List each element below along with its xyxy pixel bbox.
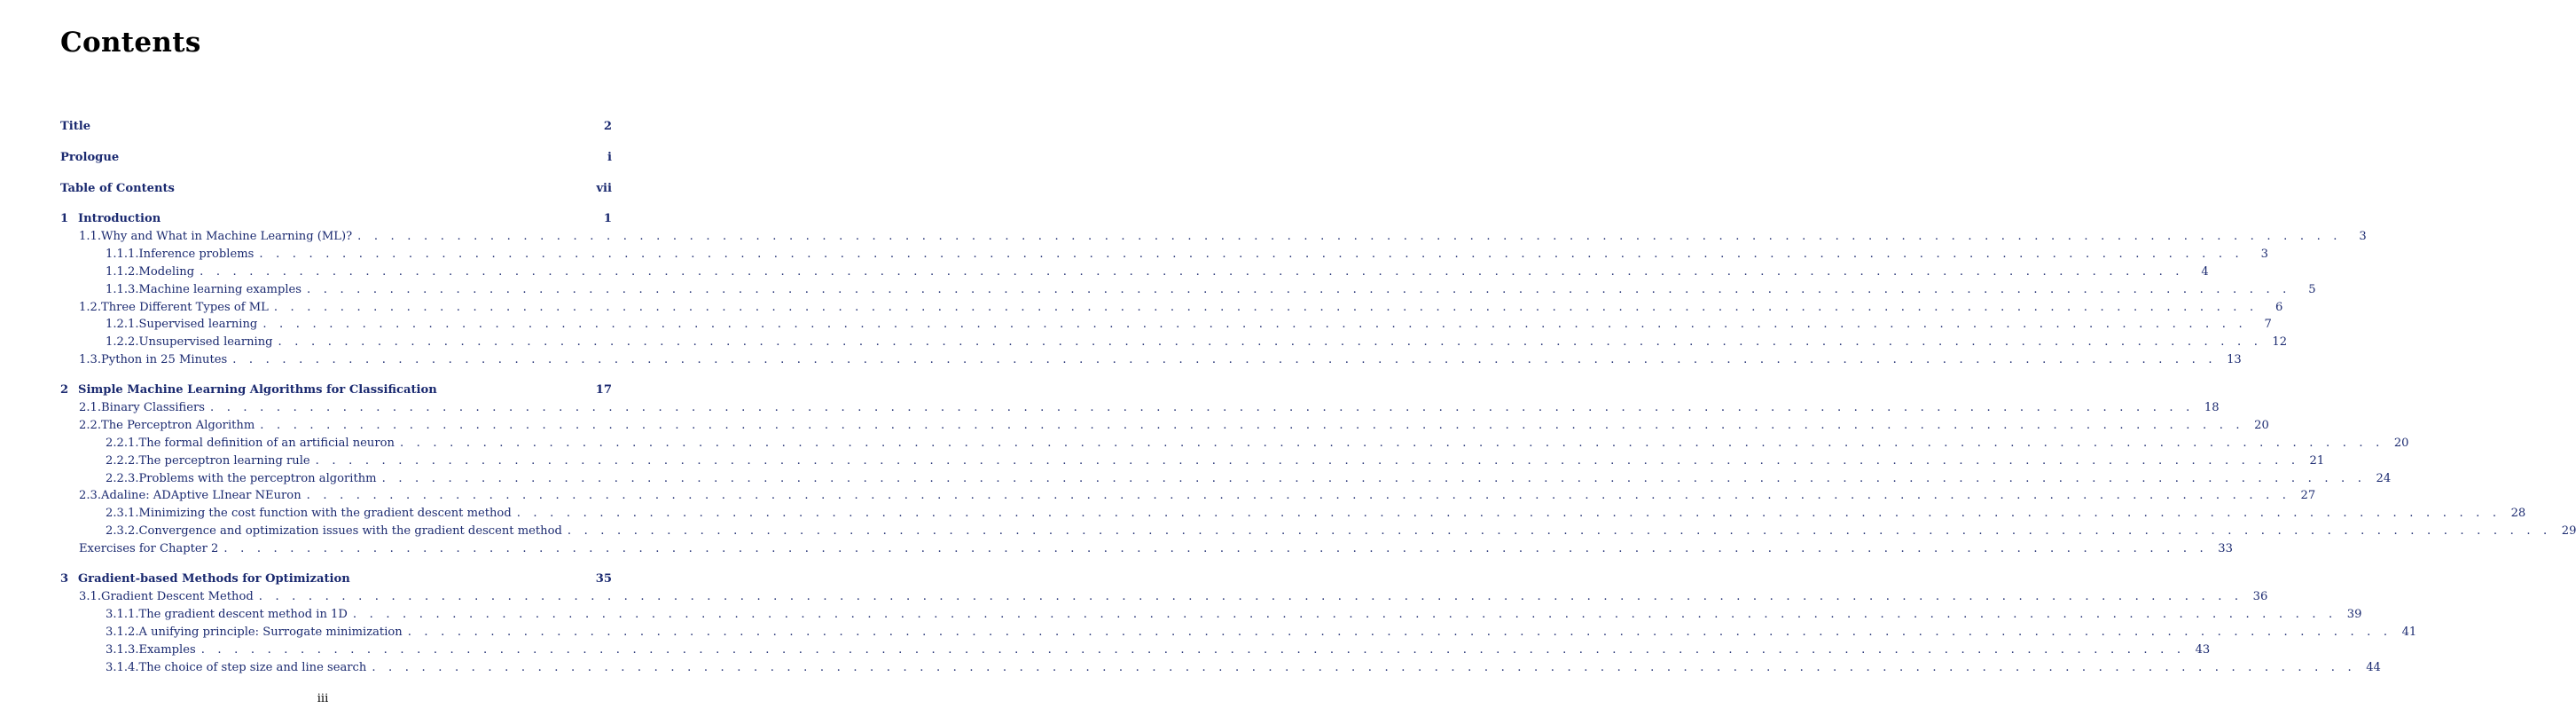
toc-entry-number: 1.1.1.: [106, 248, 139, 261]
toc-entry-sec[interactable]: [79, 541, 2233, 557]
dot-leader: . . . . . . . . . . . . . . . . . . . . . . . . . . . . . . . . . . . . . . . . . . . . . . . . . . . . . . . . . . . . . . . . . . . . . . . . . . . . . . . . . . . . . . . . . . . . . . . . . . . . . . . . . . . . . . . . . . . . . . . .: [200, 265, 2184, 279]
toc-entry-title[interactable]: The formal definition of an artificial neuron: [138, 437, 395, 450]
toc-entry-front[interactable]: [60, 119, 612, 135]
toc-entry-sub[interactable]: [106, 282, 2316, 298]
toc-entry-sub[interactable]: [106, 642, 2211, 658]
dot-leader: . . . . . . . . . . . . . . . . . . . . . . . . . . . . . . . . . . . . . . . . . . . . . . . . . . . . . . . . . . . . . . . . . . . . . . . . . . . . . . . . . . . . . . . . . . . . . . . . . . . . . . . . . . . . . . . . . . . . . . . .: [567, 524, 2552, 538]
toc-entry-number: 2.2.2.: [106, 454, 139, 468]
toc-page-number[interactable]: i: [607, 151, 612, 164]
toc-page-number[interactable]: 1: [603, 212, 612, 225]
dot-leader: . . . . . . . . . . . . . . . . . . . . . . . . . . . . . . . . . . . . . . . . . . . . . . . . . . . . . . . . . . . . . . . . . . . . . . . . . . . . . . . . . . . . . . . . . . . . . . . . . . . . . . . . . . . . . . . . . . . . . . . .: [200, 643, 2186, 657]
toc-entry-title[interactable]: Minimizing the cost function with the gradient descent method: [138, 507, 512, 520]
toc-entry-sec[interactable]: [79, 589, 2268, 605]
dot-leader: . . . . . . . . . . . . . . . . . . . . . . . . . . . . . . . . . . . . . . . . . . . . . . . . . . . . . . . . . . . . . . . . . . . . . . . . . . . . . . . . . . . . . . . . . . . . . . . . . . . . . . . . . . . . . . . . . . . . . . . .: [306, 489, 2291, 502]
toc-entry-number: 1.2.1.: [106, 318, 139, 331]
toc-entry-title[interactable]: Introduction: [78, 212, 161, 225]
toc-entry-number: 3.1.4.: [106, 661, 139, 674]
toc-entry-number: 1.1.3.: [106, 283, 139, 296]
toc-entry-title[interactable]: Modeling: [138, 265, 195, 279]
toc-page-number[interactable]: 20: [2254, 419, 2269, 432]
toc-entry-title[interactable]: Simple Machine Learning Algorithms for Classification: [78, 383, 437, 397]
toc-entry-title[interactable]: Examples: [138, 643, 196, 657]
toc-page-number[interactable]: 17: [595, 383, 612, 397]
dot-leader: . . . . . . . . . . . . . . . . . . . . . . . . . . . . . . . . . . . . . . . . . . . . . . . . . . . . . . . . . . . . . . . . . . . . . . . . . . . . . . . . . . . . . . . . . . . . . . . . . . . . . . . . . . . . . . . . . . . . . . . .: [209, 401, 2195, 414]
toc-page-number[interactable]: 2: [603, 120, 612, 133]
toc-entry-title[interactable]: Why and What in Machine Learning (ML)?: [101, 230, 353, 243]
toc-entry-title[interactable]: Title: [60, 120, 91, 133]
toc-page-number[interactable]: 24: [2376, 472, 2392, 485]
toc-entry-sub[interactable]: [106, 523, 2576, 539]
toc-entry-title[interactable]: Three Different Types of ML: [101, 301, 269, 314]
dot-leader: . . . . . . . . . . . . . . . . . . . . . . . . . . . . . . . . . . . . . . . . . . . . . . . . . . . . . . . . . . . . . . . . . . . . . . . . . . . . . . . . . . . . . . . . . . . . . . . . . . . . . . . . . . . . . . . . . . . . . . . .: [399, 437, 2384, 450]
toc-entry-title[interactable]: The gradient descent method in 1D: [138, 608, 348, 621]
toc-page-number[interactable]: 27: [2300, 489, 2316, 502]
toc-entry-sub[interactable]: [106, 436, 2409, 452]
toc-page-number[interactable]: 28: [2510, 507, 2526, 520]
dot-leader: . . . . . . . . . . . . . . . . . . . . . . . . . . . . . . . . . . . . . . . . . . . . . . . . . . . . . . . . . . . . . . . . . . . . . . . . . . . . . . . . . . . . . . . . . . . . . . . . . . . . . . . . . . . . . . . . . . . . . . . .: [372, 661, 2356, 674]
toc-entry-number: 3.1.: [79, 590, 101, 603]
toc-page-number[interactable]: 18: [2204, 401, 2220, 414]
toc-entry-title[interactable]: Python in 25 Minutes: [101, 353, 228, 366]
toc-entry-sec[interactable]: [79, 418, 2269, 434]
toc-entry-number: 2.3.: [79, 489, 101, 502]
toc-page-number[interactable]: 6: [2275, 301, 2283, 314]
toc-entry-number: 2.2.1.: [106, 437, 139, 450]
dot-leader: . . . . . . . . . . . . . . . . . . . . . . . . . . . . . . . . . . . . . . . . . . . . . . . . . . . . . . . . . . . . . . . . . . . . . . . . . . . . . . . . . . . . . . . . . . . . . . . . . . . . . . . . . . . . . . . . . . . . . . . .: [273, 301, 2259, 314]
toc-entry-title[interactable]: Table of Contents: [60, 182, 175, 195]
toc-entry-sub[interactable]: [106, 453, 2325, 469]
toc-entry-title[interactable]: Gradient Descent Method: [101, 590, 254, 603]
toc-entry-sub[interactable]: [106, 247, 2268, 263]
dot-leader: . . . . . . . . . . . . . . . . . . . . . . . . . . . . . . . . . . . . . . . . . . . . . . . . . . . . . . . . . . . . . . . . . . . . . . . . . . . . . . . . . . . . . . . . . . . . . . . . . . . . . . . . . . . . . . . . . . . . . . . .: [260, 419, 2244, 432]
toc-entry-number: 1: [60, 212, 69, 225]
toc-entry-title[interactable]: Exercises for Chapter 2: [79, 542, 219, 555]
dot-leader: . . . . . . . . . . . . . . . . . . . . . . . . . . . . . . . . . . . . . . . . . . . . . . . . . . . . . . . . . . . . . . . . . . . . . . . . . . . . . . . . . . . . . . . . . . . . . . . . . . . . . . . . . . . . . . . . . . . . . . . .: [259, 248, 2243, 261]
toc-entry-number: 1.1.2.: [106, 265, 139, 279]
toc-entry-sub[interactable]: [106, 471, 2392, 487]
toc-page-number[interactable]: 21: [2309, 454, 2325, 468]
toc-entry-sub[interactable]: [106, 625, 2417, 641]
toc-page-number[interactable]: 4: [2201, 265, 2209, 279]
dot-leader: . . . . . . . . . . . . . . . . . . . . . . . . . . . . . . . . . . . . . . . . . . . . . . . . . . . . . . . . . . . . . . . . . . . . . . . . . . . . . . . . . . . . . . . . . . . . . . . . . . . . . . . . . . . . . . . . . . . . . . . .: [407, 626, 2392, 639]
toc-entry-sec[interactable]: [79, 488, 2316, 504]
toc-entry-number: 3: [60, 572, 69, 586]
toc-entry-sec[interactable]: [79, 400, 2220, 416]
page-heading: Contents: [60, 27, 201, 59]
toc-entry-title[interactable]: Gradient-based Methods for Optimization: [78, 572, 350, 586]
dot-leader: . . . . . . . . . . . . . . . . . . . . . . . . . . . . . . . . . . . . . . . . . . . . . . . . . . . . . . . . . . . . . . . . . . . . . . . . . . . . . . . . . . . . . . . . . . . . . . . . . . . . . . . . . . . . . . . . . . . . . . . .: [315, 454, 2300, 468]
dot-leader: . . . . . . . . . . . . . . . . . . . . . . . . . . . . . . . . . . . . . . . . . . . . . . . . . . . . . . . . . . . . . . . . . . . . . . . . . . . . . . . . . . . . . . . . . . . . . . . . . . . . . . . . . . . . . . . . . . . . . . . .: [258, 590, 2243, 603]
toc-entry-sub[interactable]: [106, 607, 2362, 623]
toc-entry-sub[interactable]: [106, 264, 2209, 280]
toc-entry-number: 2: [60, 383, 69, 397]
dot-leader: . . . . . . . . . . . . . . . . . . . . . . . . . . . . . . . . . . . . . . . . . . . . . . . . . . . . . . . . . . . . . . . . . . . . . . . . . . . . . . . . . . . . . . . . . . . . . . . . . . . . . . . . . . . . . . . . . . . . . . . .: [223, 542, 2208, 555]
toc-entry-chap[interactable]: [60, 211, 612, 227]
toc-entry-title[interactable]: Prologue: [60, 151, 120, 164]
toc-entry-chap[interactable]: [60, 571, 612, 587]
dot-leader: . . . . . . . . . . . . . . . . . . . . . . . . . . . . . . . . . . . . . . . . . . . . . . . . . . . . . . . . . . . . . . . . . . . . . . . . . . . . . . . . . . . . . . . . . . . . . . . . . . . . . . . . . . . . . . . . . . . . . . . .: [278, 335, 2263, 349]
toc-entry-title[interactable]: Supervised learning: [138, 318, 258, 331]
dot-leader: . . . . . . . . . . . . . . . . . . . . . . . . . . . . . . . . . . . . . . . . . . . . . . . . . . . . . . . . . . . . . . . . . . . . . . . . . . . . . . . . . . . . . . . . . . . . . . . . . . . . . . . . . . . . . . . . . . . . . . . .: [352, 608, 2337, 621]
toc-page-number[interactable]: 3: [2359, 230, 2367, 243]
toc-entry-sub[interactable]: [106, 660, 2381, 676]
toc-entry-title[interactable]: Binary Classifiers: [101, 401, 205, 414]
toc-entry-number: 1.2.: [79, 301, 101, 314]
toc-entry-title[interactable]: Adaline: ADAptive LInear NEuron: [101, 489, 301, 502]
toc-entry-number: 2.1.: [79, 401, 101, 414]
toc-entry-front[interactable]: [60, 150, 612, 166]
toc-page-number[interactable]: 20: [2393, 437, 2409, 450]
toc-entry-number: 3.1.2.: [106, 626, 139, 639]
toc-entry-title[interactable]: A unifying principle: Surrogate minimization: [138, 626, 403, 639]
toc-entry-number: 3.1.1.: [106, 608, 139, 621]
page-number: iii: [317, 692, 329, 705]
toc-entry-front[interactable]: [60, 181, 612, 197]
toc-entry-sec[interactable]: [79, 352, 2242, 368]
toc-entry-number: 2.3.2.: [106, 524, 139, 538]
toc-entry-sub[interactable]: [106, 334, 2288, 350]
toc-entry-number: 1.1.: [79, 230, 101, 243]
dot-leader: . . . . . . . . . . . . . . . . . . . . . . . . . . . . . . . . . . . . . . . . . . . . . . . . . . . . . . . . . . . . . . . . . . . . . . . . . . . . . . . . . . . . . . . . . . . . . . . . . . . . . . . . . . . . . . . . . . . . . . . .: [262, 318, 2247, 331]
dot-leader: . . . . . . . . . . . . . . . . . . . . . . . . . . . . . . . . . . . . . . . . . . . . . . . . . . . . . . . . . . . . . . . . . . . . . . . . . . . . . . . . . . . . . . . . . . . . . . . . . . . . . . . . . . . . . . . . . . . . . . . .: [516, 507, 2502, 520]
toc-entry-title[interactable]: Convergence and optimization issues with the gradient descent method: [138, 524, 562, 538]
dot-leader: . . . . . . . . . . . . . . . . . . . . . . . . . . . . . . . . . . . . . . . . . . . . . . . . . . . . . . . . . . . . . . . . . . . . . . . . . . . . . . . . . . . . . . . . . . . . . . . . . . . . . . . . . . . . . . . . . . . . . . . .: [232, 353, 2217, 366]
toc-entry-title[interactable]: The Perceptron Algorithm: [101, 419, 255, 432]
toc-entry-number: 1.2.2.: [106, 335, 139, 349]
dot-leader: . . . . . . . . . . . . . . . . . . . . . . . . . . . . . . . . . . . . . . . . . . . . . . . . . . . . . . . . . . . . . . . . . . . . . . . . . . . . . . . . . . . . . . . . . . . . . . . . . . . . . . . . . . . . . . . . . . . . . . . .: [381, 472, 2367, 485]
toc-entry-sub[interactable]: [106, 317, 2272, 333]
toc-entry-title[interactable]: Unsupervised learning: [138, 335, 273, 349]
toc-entry-title[interactable]: Problems with the perceptron algorithm: [138, 472, 377, 485]
toc-entry-number: 1.3.: [79, 353, 101, 366]
toc-page-number[interactable]: 29: [2561, 524, 2576, 538]
toc-page-number[interactable]: 35: [595, 572, 612, 586]
toc-entry-number: 3.1.3.: [106, 643, 139, 657]
dot-leader: . . . . . . . . . . . . . . . . . . . . . . . . . . . . . . . . . . . . . . . . . . . . . . . . . . . . . . . . . . . . . . . . . . . . . . . . . . . . . . . . . . . . . . . . . . . . . . . . . . . . . . . . . . . . . . . . . . . . . . . .: [357, 230, 2342, 243]
toc-page-number[interactable]: 39: [2346, 608, 2362, 621]
dot-leader: . . . . . . . . . . . . . . . . . . . . . . . . . . . . . . . . . . . . . . . . . . . . . . . . . . . . . . . . . . . . . . . . . . . . . . . . . . . . . . . . . . . . . . . . . . . . . . . . . . . . . . . . . . . . . . . . . . . . . . . .: [307, 283, 2291, 296]
toc-page-number[interactable]: 5: [2308, 283, 2316, 296]
toc-page-number[interactable]: 12: [2272, 335, 2288, 349]
toc-page-number[interactable]: 3: [2260, 248, 2268, 261]
toc-entry-title[interactable]: The choice of step size and line search: [138, 661, 367, 674]
toc-page-number[interactable]: 44: [2366, 661, 2381, 674]
toc-page-number[interactable]: 43: [2195, 643, 2211, 657]
toc-entry-number: 2.3.1.: [106, 507, 139, 520]
toc-entry-title[interactable]: Machine learning examples: [138, 283, 301, 296]
toc-entry-sub[interactable]: [106, 506, 2526, 522]
toc-page-number[interactable]: 36: [2252, 590, 2268, 603]
toc-entry-title[interactable]: The perceptron learning rule: [138, 454, 310, 468]
toc-page-number[interactable]: 33: [2218, 542, 2233, 555]
toc-entry-title[interactable]: Inference problems: [138, 248, 254, 261]
toc-entry-chap[interactable]: [60, 382, 612, 398]
toc-page-number[interactable]: 13: [2227, 353, 2242, 366]
toc-entry-number: 2.2.: [79, 419, 101, 432]
toc-entry-sec[interactable]: [79, 300, 2283, 316]
toc-entry-sec[interactable]: [79, 229, 2367, 245]
toc-entry-number: 2.2.3.: [106, 472, 139, 485]
toc-page-number[interactable]: 7: [2264, 318, 2272, 331]
toc-page-number[interactable]: 41: [2401, 626, 2417, 639]
toc-page-number[interactable]: vii: [596, 182, 612, 195]
